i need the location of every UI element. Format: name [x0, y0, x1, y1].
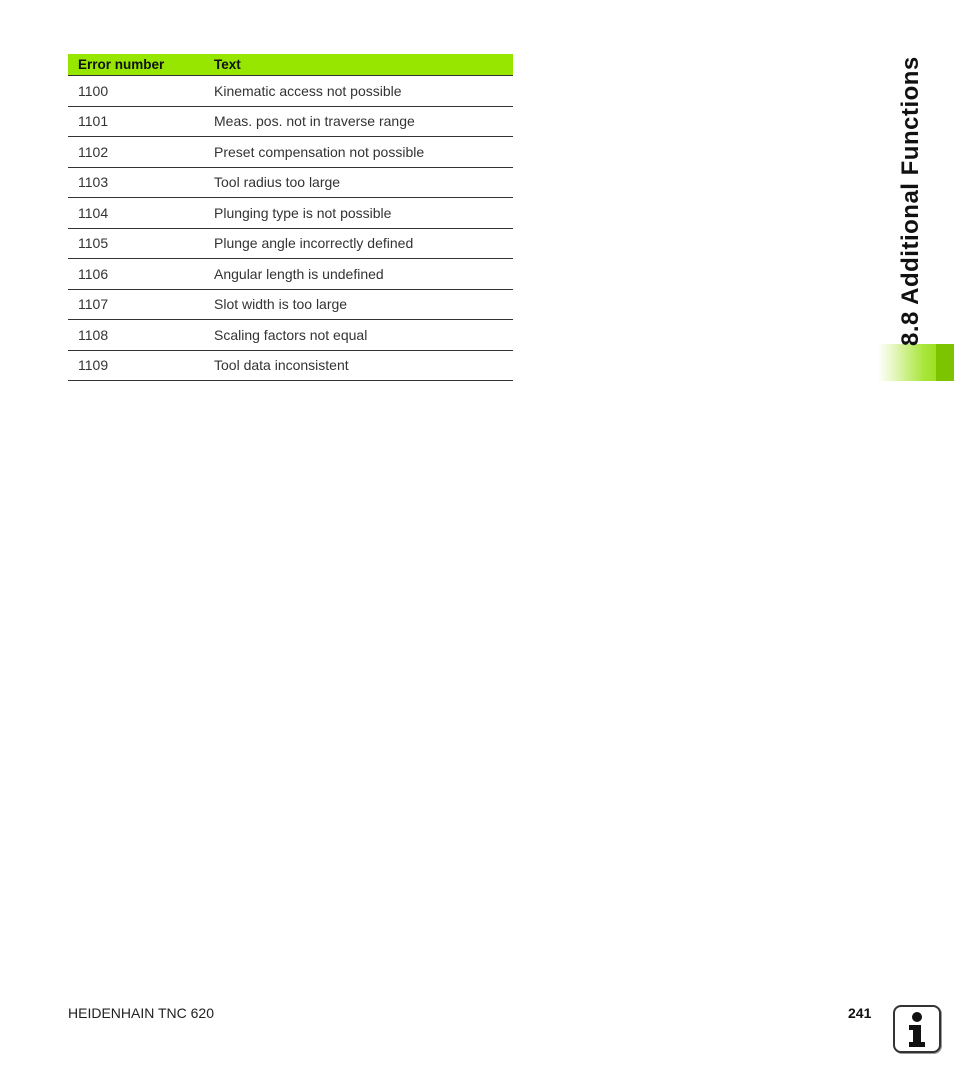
error-number-cell: 1105 — [68, 228, 204, 259]
error-text-cell: Scaling factors not equal — [204, 320, 513, 351]
table-row — [68, 228, 513, 259]
error-number-cell: 1108 — [68, 320, 204, 351]
error-text-cell: Plunging type is not possible — [204, 198, 513, 229]
table-row — [68, 259, 513, 290]
error-number-cell: 1107 — [68, 289, 204, 320]
error-number-cell: 1109 — [68, 350, 204, 381]
error-text-cell: Angular length is undefined — [204, 259, 513, 290]
error-text-cell: Tool radius too large — [204, 167, 513, 198]
error-number-cell: 1103 — [68, 167, 204, 198]
chapter-tab-marker — [936, 344, 954, 381]
error-text-cell: Tool data inconsistent — [204, 350, 513, 381]
error-text-cell: Slot width is too large — [204, 289, 513, 320]
page-number: 241 — [848, 1005, 872, 1021]
table-row — [68, 167, 513, 198]
table-row — [68, 76, 513, 107]
footer-product-name: HEIDENHAIN TNC 620 — [68, 1005, 215, 1021]
info-glyph-icon — [895, 1007, 939, 1051]
table-row — [68, 137, 513, 168]
error-text-cell: Preset compensation not possible — [204, 137, 513, 168]
error-text-cell: Plunge angle incorrectly defined — [204, 228, 513, 259]
table-row — [68, 320, 513, 351]
table-row — [68, 198, 513, 229]
table-row — [68, 106, 513, 137]
error-table — [68, 54, 513, 381]
chapter-title: 8.8 Additional Functions — [897, 56, 924, 346]
table-header-row — [68, 54, 513, 76]
error-number-cell: 1101 — [68, 106, 204, 137]
error-text-cell: Kinematic access not possible — [204, 76, 513, 107]
column-header-text: Text — [204, 54, 513, 76]
error-number-cell: 1104 — [68, 198, 204, 229]
table-row — [68, 289, 513, 320]
error-text-cell: Meas. pos. not in traverse range — [204, 106, 513, 137]
column-header-error-number: Error number — [68, 54, 204, 76]
error-number-cell: 1102 — [68, 137, 204, 168]
info-icon — [893, 1005, 941, 1053]
error-number-cell: 1106 — [68, 259, 204, 290]
table-row — [68, 350, 513, 381]
error-number-cell: 1100 — [68, 76, 204, 107]
